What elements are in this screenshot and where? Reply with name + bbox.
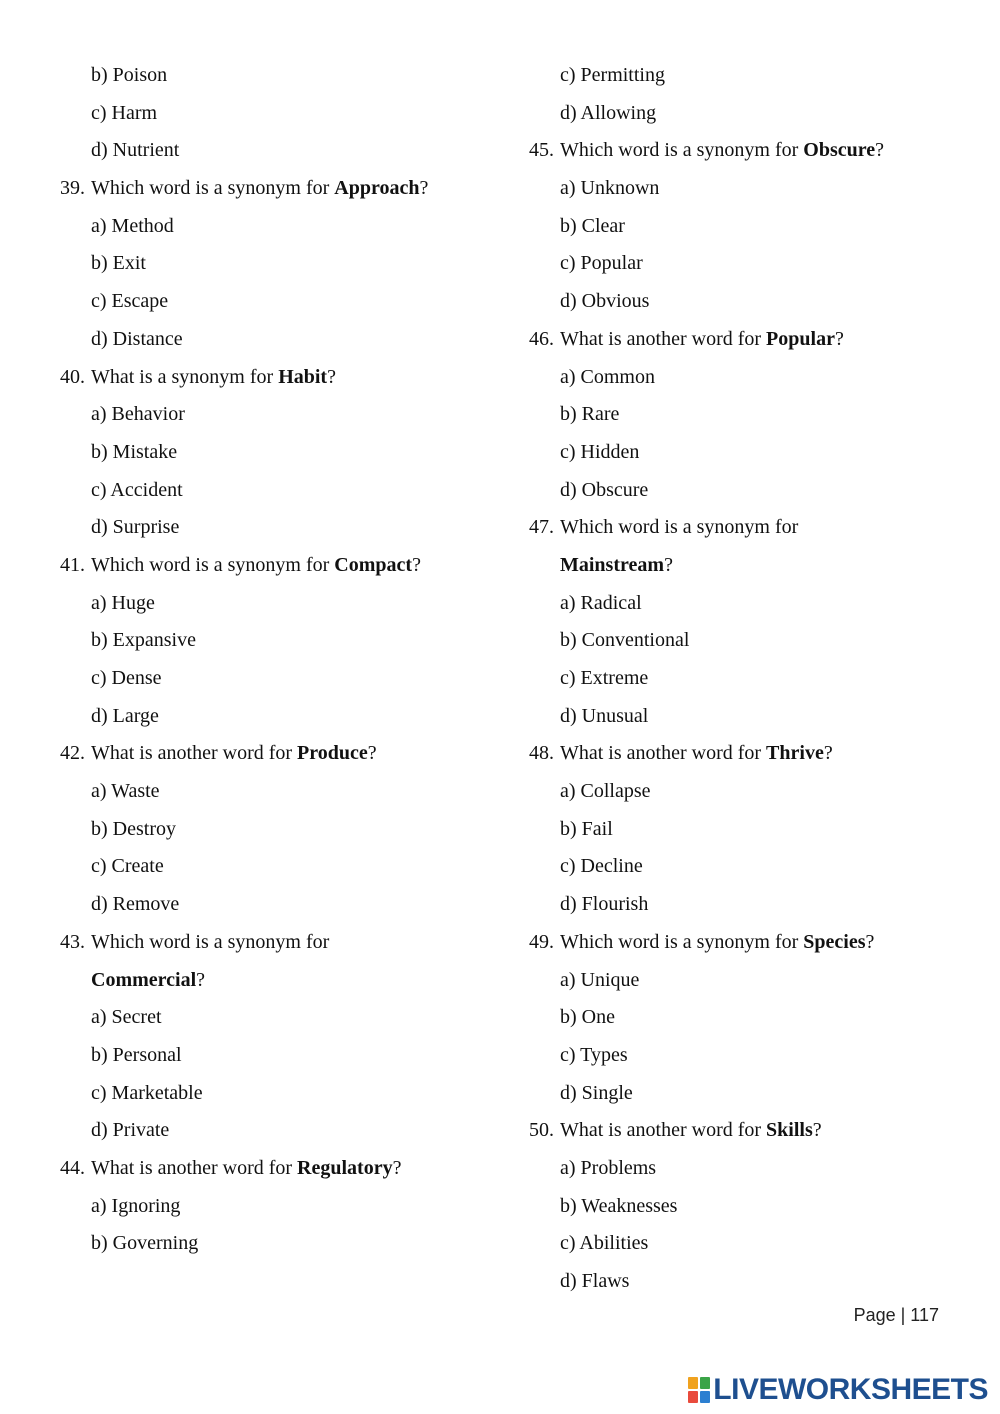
answer-option: d) Obvious xyxy=(560,290,650,313)
brand-watermark xyxy=(688,1370,988,1410)
keyword: Mainstream xyxy=(560,553,665,576)
answer-option: d) Allowing xyxy=(560,101,657,124)
question-text: Which word is a synonym for xyxy=(560,930,804,953)
keyword: Habit xyxy=(278,365,328,388)
answer-option: a) Ignoring xyxy=(91,1194,181,1217)
answer-option: b) Fail xyxy=(560,817,613,840)
question-continuation xyxy=(529,547,959,585)
answer-option: d) Nutrient xyxy=(91,139,180,162)
answer-option: a) Unknown xyxy=(560,177,660,200)
answer-option: d) Large xyxy=(91,704,159,727)
answer-option: d) Obscure xyxy=(560,478,649,501)
question-text: What is another word for xyxy=(560,327,767,350)
answer-option: c) Accident xyxy=(91,478,183,501)
question-40 xyxy=(60,359,490,397)
keyword: Thrive xyxy=(766,742,824,765)
answer-option: a) Collapse xyxy=(560,780,651,803)
answer-option: c) Hidden xyxy=(560,440,640,463)
question-number: 50. xyxy=(529,1119,554,1142)
right-column xyxy=(529,57,959,1301)
question-continuation xyxy=(60,962,490,1000)
question-mark: ? xyxy=(419,177,429,200)
brand-name[interactable]: LIVEWORKSHEETS xyxy=(713,1373,988,1406)
answer-option: a) Huge xyxy=(91,591,155,614)
question-mark: ? xyxy=(823,742,833,765)
question-text: What is another word for xyxy=(91,1156,298,1179)
keyword: Obscure xyxy=(803,139,876,162)
question-45 xyxy=(529,132,959,170)
answer-option: b) Governing xyxy=(91,1232,199,1255)
question-number: 47. xyxy=(529,516,554,539)
keyword: Commercial xyxy=(91,968,197,991)
question-mark: ? xyxy=(196,968,206,991)
answer-option: d) Flourish xyxy=(560,893,649,916)
answer-option: b) Clear xyxy=(560,214,625,237)
question-43 xyxy=(60,924,490,962)
answer-option: c) Types xyxy=(560,1043,628,1066)
answer-option: b) Mistake xyxy=(91,440,178,463)
answer-option: a) Common xyxy=(560,365,655,388)
answer-option: a) Secret xyxy=(91,1006,162,1029)
answer-option: c) Marketable xyxy=(91,1081,203,1104)
question-number: 41. xyxy=(60,553,85,576)
question-mark: ? xyxy=(392,1156,402,1179)
question-number: 39. xyxy=(60,177,85,200)
question-text: What is another word for xyxy=(560,742,767,765)
keyword: Produce xyxy=(297,742,368,765)
question-41 xyxy=(60,547,490,585)
answer-option: d) Flaws xyxy=(560,1270,630,1292)
keyword: Approach xyxy=(334,177,420,200)
answer-option: c) Abilities xyxy=(560,1232,649,1255)
question-number: 49. xyxy=(529,930,554,953)
question-50 xyxy=(529,1112,959,1150)
question-number: 40. xyxy=(60,365,85,388)
question-49 xyxy=(529,924,959,962)
answer-option: a) Behavior xyxy=(91,403,185,426)
answer-option: c) Permitting xyxy=(560,64,665,86)
answer-option: b) Destroy xyxy=(91,817,176,840)
page-number: Page | 117 xyxy=(853,1305,939,1325)
answer-option: c) Decline xyxy=(560,855,643,878)
answer-option: b) Weaknesses xyxy=(560,1194,678,1217)
answer-option: c) Dense xyxy=(91,667,162,689)
keyword: Regulatory xyxy=(297,1156,393,1179)
answer-option: d) Remove xyxy=(91,893,180,916)
answer-option: c) Popular xyxy=(560,252,643,275)
answer-option: d) Private xyxy=(91,1119,170,1142)
answer-option: a) Method xyxy=(91,214,174,237)
question-text: What is a synonym for xyxy=(91,365,279,388)
question-mark: ? xyxy=(812,1119,822,1142)
question-text: What is another word for xyxy=(560,1119,767,1142)
answer-option: b) Personal xyxy=(91,1043,182,1066)
answer-option: d) Unusual xyxy=(560,704,649,727)
question-mark: ? xyxy=(875,139,885,162)
keyword: Popular xyxy=(766,327,835,350)
answer-option: a) Unique xyxy=(560,968,640,991)
question-number: 45. xyxy=(529,139,554,162)
question-number: 43. xyxy=(60,930,85,953)
question-mark: ? xyxy=(865,930,875,953)
question-text: Which word is a synonym for xyxy=(560,139,804,162)
question-44 xyxy=(60,1150,490,1188)
question-mark: ? xyxy=(834,327,844,350)
answer-option: c) Escape xyxy=(91,290,169,313)
left-column xyxy=(60,57,490,1263)
answer-option: b) Poison xyxy=(91,64,168,86)
question-text: Which word is a synonym for xyxy=(91,553,335,576)
question-text: Which word is a synonym for xyxy=(560,516,799,539)
question-47 xyxy=(529,509,959,547)
answer-option: d) Distance xyxy=(91,327,183,350)
answer-option: c) Create xyxy=(91,855,164,878)
answer-option: b) Conventional xyxy=(560,629,690,652)
answer-option: b) One xyxy=(560,1006,615,1029)
question-text: Which word is a synonym for xyxy=(91,930,330,953)
answer-option: c) Extreme xyxy=(560,667,649,689)
answer-option: a) Problems xyxy=(560,1156,657,1179)
keyword: Compact xyxy=(334,553,413,576)
question-39 xyxy=(60,170,490,208)
question-mark: ? xyxy=(327,365,336,388)
answer-option: d) Surprise xyxy=(91,516,180,539)
keyword: Species xyxy=(803,930,866,953)
answer-option: b) Exit xyxy=(91,252,146,275)
answer-option: c) Harm xyxy=(91,101,158,124)
question-number: 48. xyxy=(529,742,554,765)
answer-option: b) Rare xyxy=(560,403,620,426)
answer-option: a) Radical xyxy=(560,591,642,614)
question-42 xyxy=(60,735,490,773)
question-mark: ? xyxy=(664,553,673,576)
keyword: Skills xyxy=(766,1119,813,1142)
question-46 xyxy=(529,321,959,359)
answer-option: b) Expansive xyxy=(91,629,196,652)
answer-option: d) Single xyxy=(560,1081,633,1104)
question-number: 44. xyxy=(60,1156,85,1179)
question-number: 42. xyxy=(60,742,85,765)
liveworksheets-logo-icon xyxy=(688,1377,710,1403)
question-mark: ? xyxy=(412,553,421,576)
question-number: 46. xyxy=(529,327,554,350)
question-text: Which word is a synonym for xyxy=(91,177,335,200)
question-text: What is another word for xyxy=(91,742,298,765)
question-48 xyxy=(529,735,959,773)
answer-option: a) Waste xyxy=(91,780,160,803)
question-mark: ? xyxy=(367,742,377,765)
